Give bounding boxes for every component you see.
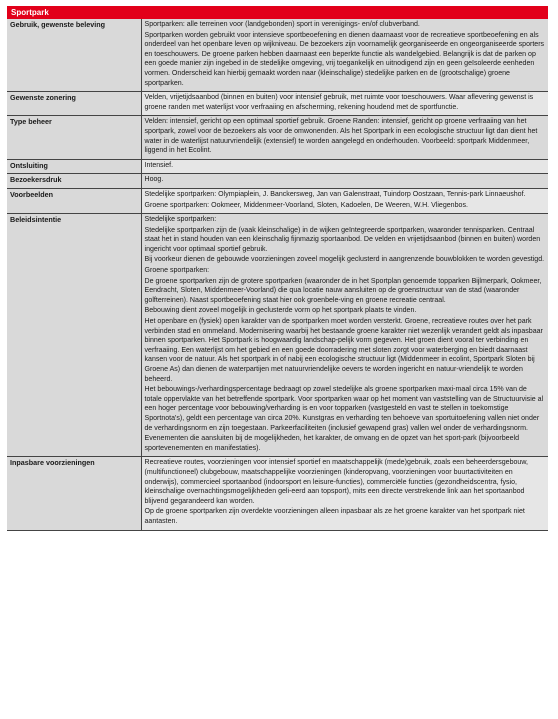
row-label: Beleidsintentie [7,214,141,457]
content-paragraph: Velden, vrijetijdsaanbod (binnen en buiten) voor intensief gebruik, met ruimte voor toeschouwers. Waar aflevering gewenst is groene randen met waterlijst voor verfraaiing en afscherming, rekening houdend met de sportfunctie. [144,94,534,111]
row-content [141,92,548,116]
content-paragraph: Evenementen die aansluiten bij de mogelijkheden, het karakter, de omvang en de opzet van het sport-park (bijvoorbeeld sportevenementen en manifestaties). [144,435,520,452]
table-row [7,457,548,530]
row-content [141,116,548,159]
content-paragraph: Groene sportparken: Ookmeer, Middenmeer-Voorland, Sloten, Kadoelen, De Weeren, W.H. Vliegenbos. [144,201,468,209]
row-label: Gebruik, gewenste beleving [7,19,141,92]
sheet-title: Sportpark [7,6,548,19]
row-label: Type beheer [7,116,141,159]
table-row [7,174,548,189]
content-paragraph: Groene sportparken: [144,267,210,275]
table-row [7,188,548,213]
content-paragraph: Bebouwing dient zoveel mogelijk in geclusterde vorm op het sportpark plaats te vinden. [144,307,417,315]
content-paragraph: Sportparken worden gebruikt voor intensieve sportbeoefening en dienen daarnaast voor de recreatieve sportbeoefening en als onderdeel van het openbare leven op wijkniveau. De bezoekers zijn voornamelijk georganiseerde en ongeorganiseerde sporters en toeschouwers. De groene parken hebben daarnaast een beperkte functie als wandelgebied. Belangrijk is dat de parken op een goede manier zijn ingebed in de stedelijke omgeving, vrij toegankelijk en uitnodigend zijn en geen geïsoleerde eenheden vormen. Onderscheid kan hierbij gemaakt worden naar (kleinschalige) stedelijke parken en de (grootschalige) groene sportparken. [144,31,545,87]
row-label: Inpasbare voorzieningen [7,457,141,530]
content-paragraph: Intensief. [144,161,174,169]
row-content [141,159,548,174]
content-paragraph: Stedelijke sportparken: Olympiaplein, J. Banckersweg, Jan van Galenstraat, Tuindorp Oostzaan, Tennis-park Linnaeushof. [144,190,526,198]
content-paragraph: Stedelijke sportparken: [144,216,217,224]
row-content [141,19,548,92]
content-paragraph: Recreatieve routes, voorzieningen voor intensief sportief en maatschappelijk (mede)gebruik, zoals een beheerdersgebouw, (multifunctioneel) clubgebouw, maatschappelijke voorzieningen (kinderopvang, voorzieningen voor buurtactiviteiten en onderwijs), commercieel sportaanbod (indoorsport en leisure-functies), commerciële functies (gezondheidscentra, fysio, kleinschalige overnachtingsmogelijkheden geli-eerd aan topsport), mits een directe verstrekende link aan het sportaanbod blijvend gegarandeerd kan worden. [144,459,528,505]
content-paragraph: Stedelijke sportparken zijn de (vaak kleinschalige) in de wijken geïntegreerde sportparken, waaronder tennisparken. Centraal staat het in stand houden van een kleinschalig fijnmazig sportaanbod. De velden en vrijetijdsaanbod (binnen en buiten) worden ingericht voor optimaal sportief gebruik. [144,226,541,253]
row-label: Gewenste zonering [7,92,141,116]
sportpark-sheet [7,6,548,531]
table-row [7,92,548,116]
row-label: Voorbeelden [7,188,141,213]
content-paragraph: Het bebouwings-/verhardingspercentage bedraagt op zowel stedelijke als groene sportparken maxi-maal circa 15% van de totale oppervlakte van het betreffende sportpark. Voor sportparken waar op het moment van vaststelling van de Structuurvisie al een hoger percentage voor bebouwing/verharding is en voor topparken (vastgesteld en vast te stellen in toekomstige Sportnota's), geldt een percentage van circa 20%. Kunstgras en verharding ten behoeve van sportuitoefening vallen niet onder de verhardingsnorm en zijn toegestaan. Parkeerfaciliteiten (inclusief gewapend gras) vallen wel onder de verhardingsnorm. [144,386,544,432]
content-paragraph: Het openbare en (fysiek) open karakter van de sportparken moet worden versterkt. Groene, recreatieve routes over het park verbinden stad en ommeland. Modernisering waarbij het bestaande groene karakter niet wezenlijk verandert geldt als inpasbaar binnen sportparken. Het Sportpark is hoogwaardig landschap-pelijk vorm gegeven. Het groen dient vooral ter verbinding en verfraaiing. Een waterlijst om het gebied en een goede doorradering met sloten zorgt voor waterberging en biedt daarnaast kansen voor de natuur. Als het sportpark in of nabij een ecologische structuur ligt (Middenmeer in ecolint, Sportpark Sloten bij Groene As) dan dienen de waterpartijen met natuurvriendelijke oevers te worden ingericht en natuur-vriendelijk te worden beheerd. [144,318,543,383]
row-content [141,188,548,213]
row-label: Bezoekersdruk [7,174,141,189]
table-row [7,159,548,174]
content-paragraph: Velden: intensief, gericht op een optimaal sportief gebruik. Groene Randen: intensief, gericht op groene verfraaiing van het sportpark, zowel voor de bezoekers als voor de omwonenden. Als het Sportpark in een ecologische structuur ligt dan dient het water in de waterlijst natuurvriendelijk (extensief) te worden aangelegd en onderhouden. Voorbeeld: sportpark Middenmeer, liggend in het Ecolint. [144,118,538,155]
row-label: Ontsluiting [7,159,141,174]
row-content [141,214,548,457]
content-paragraph: Bij voorkeur dienen de gebouwde voorzieningen zoveel mogelijk geclusterd in aangrenzende bouwblokken te worden gevestigd. [144,256,545,264]
table-row [7,116,548,159]
content-paragraph: De groene sportparken zijn de grotere sportparken (waaronder de in het Sportplan genoemde topparken Bijlmerpark, Ookmeer, Eendracht, Sloten, Middenmeer-Voorland) die qua locatie nauw aansluiten op de groenstructuur van de stad (waaronder golfterreinen). Naast sportbeoefening staat hier ook groenbele-ving en groene recreatie centraal. [144,277,542,304]
sportpark-table [7,19,548,531]
content-paragraph: Sportparken: alle terreinen voor (landgebonden) sport in verenigings- en/of clubverband. [144,21,420,28]
content-paragraph: Hoog. [144,176,164,184]
content-paragraph: Op de groene sportparken zijn overdekte voorzieningen alleen inpasbaar als ze het groene karakter van het sportpark niet aantasten. [144,508,525,525]
row-content [141,174,548,189]
table-row [7,214,548,457]
table-row [7,19,548,92]
row-content [141,457,548,530]
